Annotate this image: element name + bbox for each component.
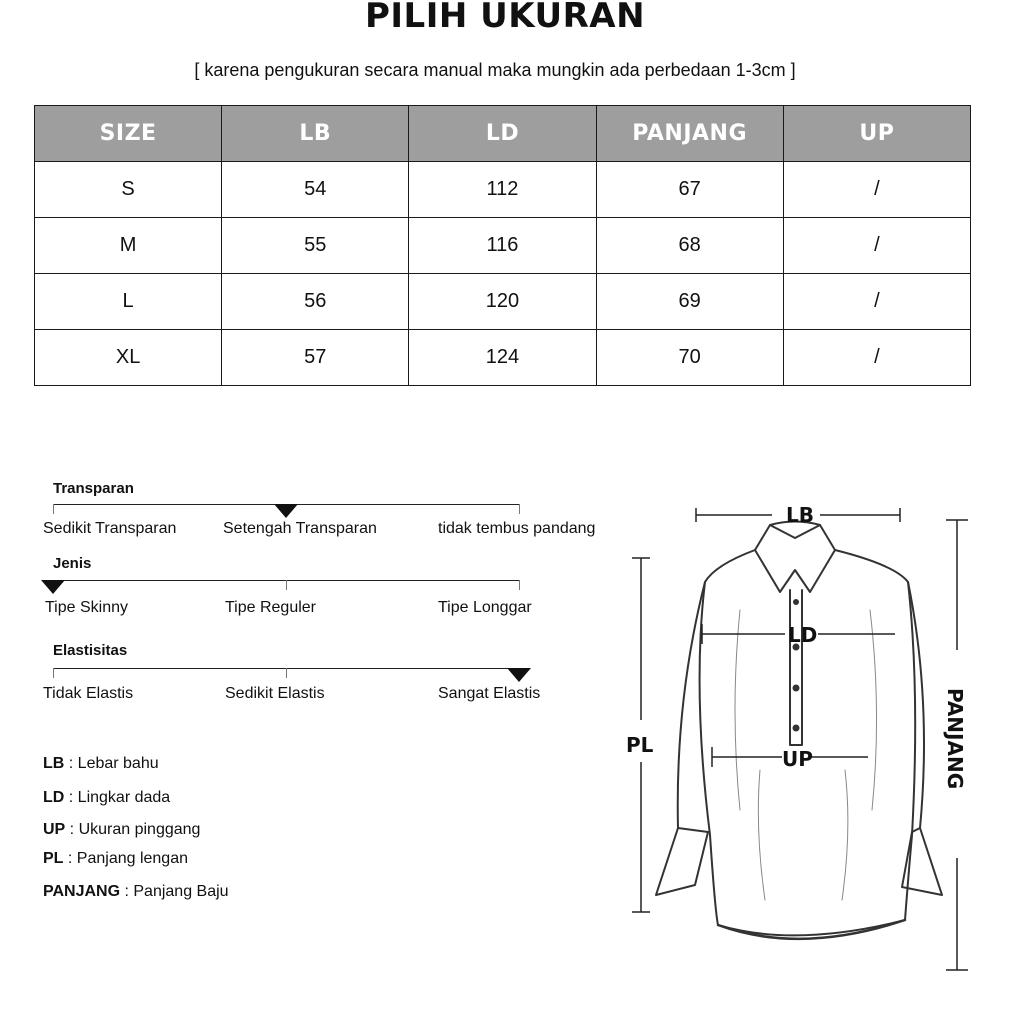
scale-marker [507, 668, 531, 682]
table-cell: / [783, 330, 970, 386]
scale-marker [41, 580, 65, 594]
scale-label: tidak tembus pandang [438, 520, 596, 537]
scale-jenis [42, 553, 622, 623]
table-cell: 70 [596, 330, 783, 386]
scale-tick [286, 580, 287, 590]
header-up: UP [783, 106, 970, 162]
legend-item-up [43, 821, 200, 839]
legend-abbr: PL [43, 850, 64, 867]
legend-desc: : Panjang Baju [120, 883, 229, 900]
table-cell: 112 [409, 162, 596, 218]
header-ld: LD [409, 106, 596, 162]
table-cell: 67 [596, 162, 783, 218]
table-cell: / [783, 162, 970, 218]
scale-transparan [42, 478, 622, 548]
scale-label: Setengah Transparan [223, 520, 377, 537]
scale-label: Tipe Skinny [45, 599, 128, 616]
table-row [35, 330, 971, 386]
table-cell: / [783, 274, 970, 330]
scale-tick [286, 668, 287, 678]
legend-desc: : Panjang lengan [63, 850, 188, 867]
legend-item-panjang [43, 883, 229, 901]
measurement-diagram [620, 490, 1000, 990]
scale-label: Tipe Longgar [438, 599, 532, 616]
legend-abbr: UP [43, 821, 66, 838]
legend-desc: : Lingkar dada [64, 789, 171, 806]
table-cell: / [783, 218, 970, 274]
page-title: PILIH UKURAN [364, 0, 646, 36]
table-cell: 124 [409, 330, 596, 386]
scale-label: Sedikit Transparan [43, 520, 177, 537]
scale-label: Sedikit Elastis [225, 685, 325, 702]
scale-marker [274, 504, 298, 518]
table-cell: 116 [409, 218, 596, 274]
panjang-dimension-label: PANJANG [943, 688, 967, 790]
table-cell: 56 [222, 274, 409, 330]
scale-title: Elastisitas [53, 642, 128, 659]
scale-tick [519, 504, 520, 514]
scale-label: Sangat Elastis [438, 685, 541, 702]
legend-abbr: LD [43, 789, 65, 806]
legend-item-pl [43, 850, 188, 868]
shirt-outline-icon [620, 490, 1000, 990]
ld-dimension-label: LD [788, 623, 818, 647]
table-cell: 54 [222, 162, 409, 218]
scale-elastisitas [42, 640, 622, 710]
scale-label: Tidak Elastis [43, 685, 134, 702]
lb-dimension-label: LB [786, 503, 814, 527]
table-row [35, 218, 971, 274]
scale-title: Transparan [53, 480, 134, 497]
table-cell: 68 [596, 218, 783, 274]
legend-item-ld [43, 789, 170, 807]
pl-dimension-label: PL [626, 733, 654, 757]
legend-abbr: LB [43, 755, 65, 772]
scale-title: Jenis [53, 555, 92, 572]
table-row [35, 274, 971, 330]
legend-desc: : Lebar bahu [64, 755, 159, 772]
scale-tick [53, 504, 54, 514]
scale-tick [519, 580, 520, 590]
table-cell: 120 [409, 274, 596, 330]
table-cell: 69 [596, 274, 783, 330]
scale-tick [53, 668, 54, 678]
table-cell: 57 [222, 330, 409, 386]
legend-desc: : Ukuran pinggang [65, 821, 201, 838]
header-lb: LB [222, 106, 409, 162]
table-header-row [35, 106, 971, 162]
table-cell: 55 [222, 218, 409, 274]
table-cell: L [35, 274, 222, 330]
up-dimension-label: UP [782, 747, 813, 771]
legend-abbr: PANJANG [43, 883, 121, 900]
table-cell: M [35, 218, 222, 274]
table-row [35, 162, 971, 218]
scale-label: Tipe Reguler [225, 599, 317, 616]
measurement-note: [ karena pengukuran secara manual maka mungkin ada perbedaan 1-3cm ] [194, 60, 796, 80]
table-cell: XL [35, 330, 222, 386]
size-table [34, 105, 971, 386]
legend-item-lb [43, 755, 159, 773]
header-panjang: PANJANG [596, 106, 783, 162]
header-size: SIZE [35, 106, 222, 162]
table-cell: S [35, 162, 222, 218]
